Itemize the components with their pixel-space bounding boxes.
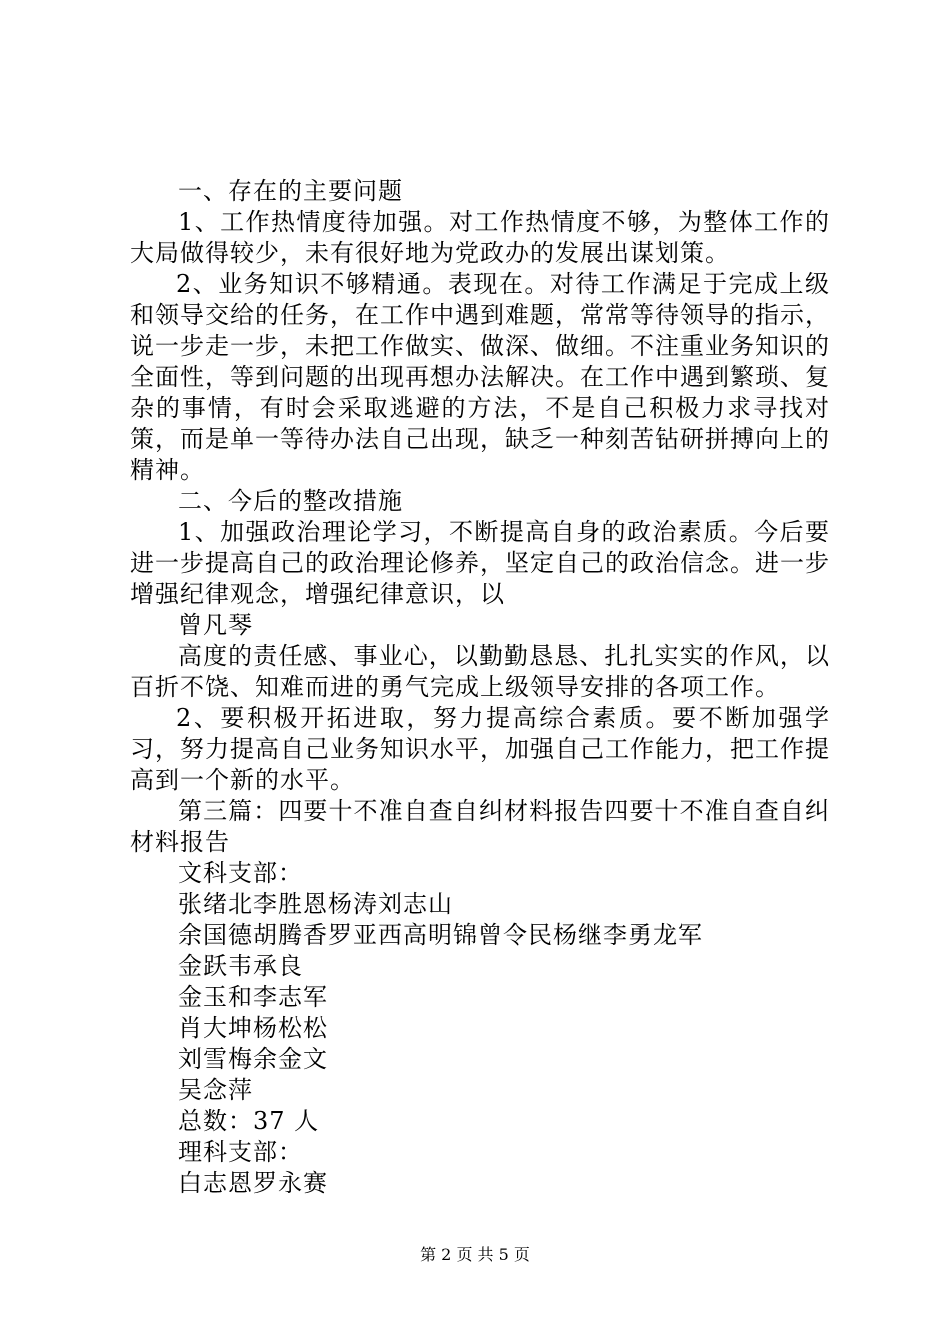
paragraph-item-2: 2、业务知识不够精通。表现在。对待工作满足于完成上级和领导交给的任务，在工作中遇到难题，常常等待领导的指示，说一步走一步，未把工作做实、做深、做细。不注重业务知识的全面性，等到问题的出现再想办法解决。在工作中遇到繁琐、复杂的事情，有时会采取逃避的方法，不是自己积极力求寻找对策，而是单一等待办法自己出现，缺乏一种刻苦钻研拼搏向上的精神。 (130, 270, 830, 484)
document-body (130, 176, 830, 1199)
author-name: 曾凡琴 (178, 611, 253, 639)
list-line: 白志恩罗永赛 (178, 1169, 328, 1197)
list-line: 文科支部： (178, 859, 303, 887)
page-footer: 第 2 页 共 5 页 (420, 1245, 530, 1264)
list-line: 总数：37 人 (178, 1107, 320, 1135)
paragraph-item-1: 1、工作热情度待加强。对工作热情度不够，为整体工作的大局做得较少，未有很好地为党政办的发展出谋划策。 (130, 208, 830, 267)
section-heading-measures: 二、今后的整改措施 (178, 487, 403, 515)
list-line: 金跃韦承良 (178, 952, 303, 980)
paragraph-measure-2: 2、要积极开拓进取，努力提高综合素质。要不断加强学习，努力提高自己业务知识水平，加强自己工作能力，把工作提高到一个新的水平。 (130, 704, 830, 794)
list-line: 理科支部： (178, 1138, 303, 1166)
paragraph-measure-1: 1、加强政治理论学习，不断提高自身的政治素质。今后要进一步提高自己的政治理论修养，坚定自己的政治信念。进一步增强纪律观念，增强纪律意识，以 (130, 518, 830, 608)
list-line: 张绪北李胜恩杨涛刘志山 (178, 890, 453, 918)
list-line: 余国德胡腾香罗亚西高明锦曾令民杨继李勇龙军 (178, 921, 703, 949)
list-line: 肖大坤杨松松 (178, 1014, 328, 1042)
list-line: 金玉和李志军 (178, 983, 328, 1011)
member-list (130, 858, 830, 1199)
list-line: 吴念萍 (178, 1076, 253, 1104)
paragraph-measure-1-cont: 高度的责任感、事业心，以勤勤恳恳、扎扎实实的作风，以百折不饶、知难而进的勇气完成上级领导安排的各项工作。 (130, 642, 830, 701)
section-heading-problems: 一、存在的主要问题 (178, 177, 403, 205)
chapter-heading-3: 第三篇：四要十不准自查自纠材料报告四要十不准自查自纠材料报告 (130, 797, 830, 856)
list-line: 刘雪梅余金文 (178, 1045, 328, 1073)
